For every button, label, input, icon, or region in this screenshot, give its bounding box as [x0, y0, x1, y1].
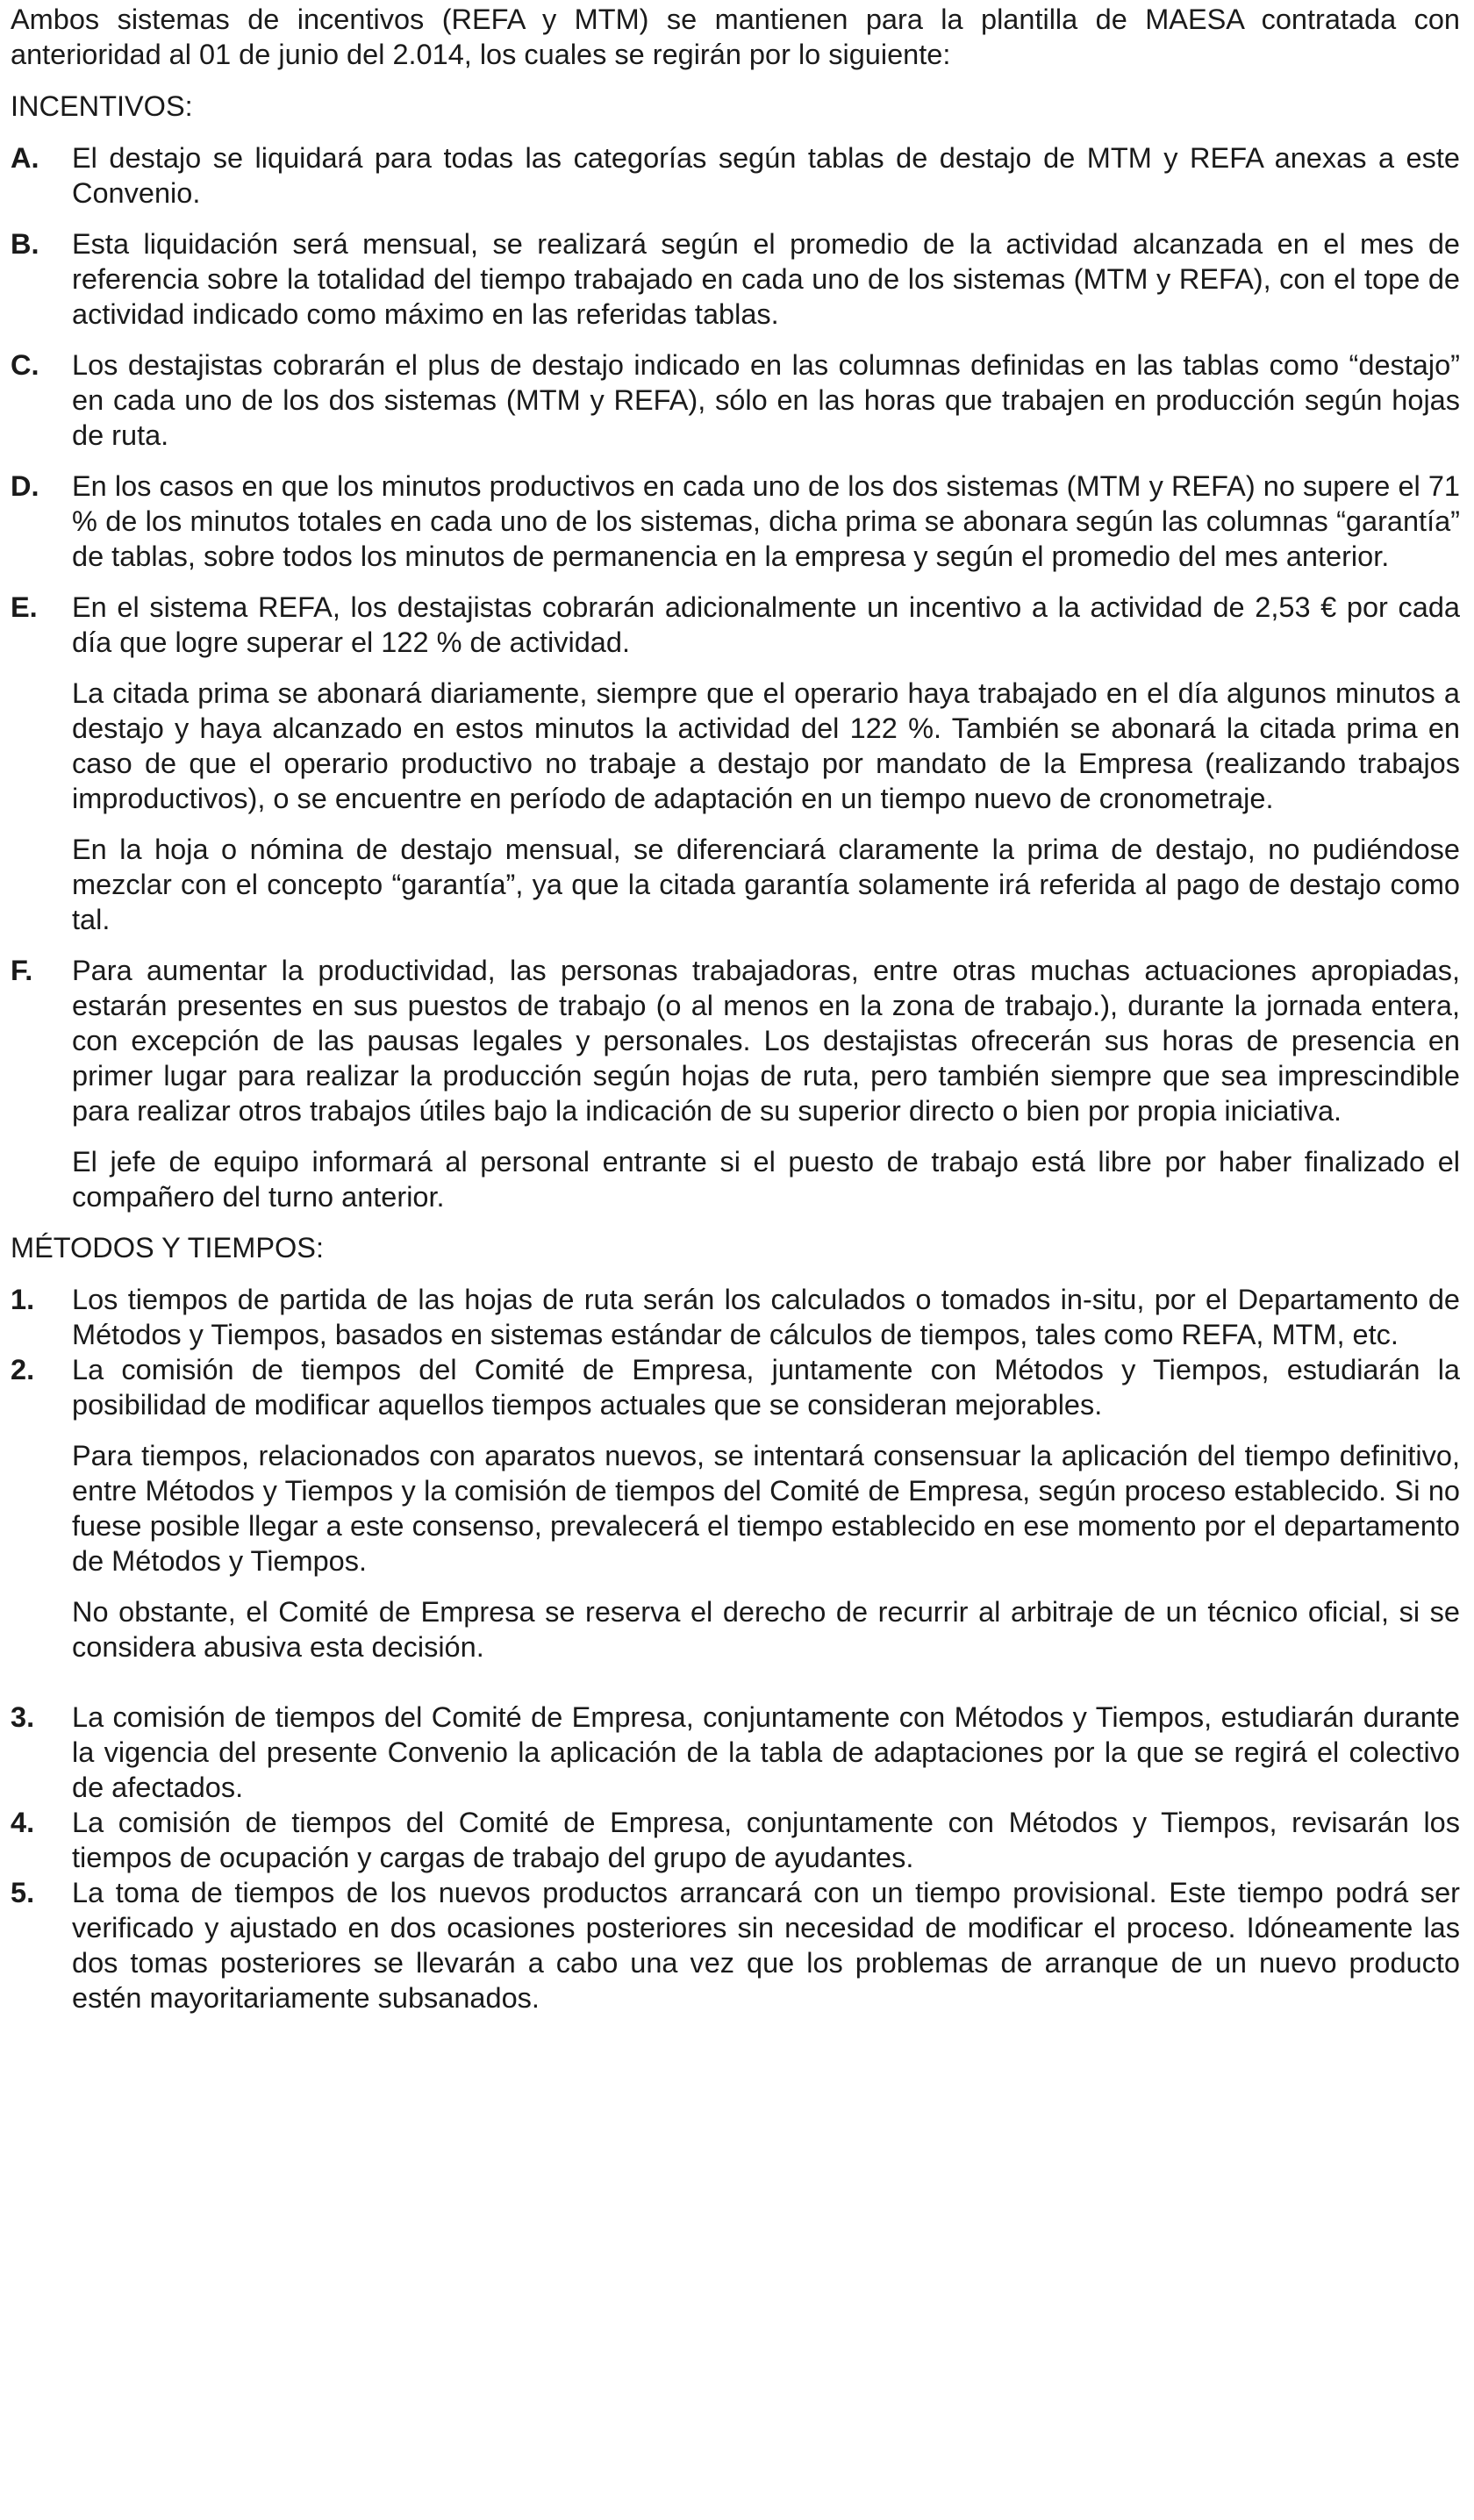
list-marker: D. [11, 470, 39, 502]
list-marker: F. [11, 955, 33, 986]
list-item-text: La comisión de tiempos del Comité de Empresa, juntamente con Métodos y Tiempos, estudiarán la posibilidad de modificar aquellos tiempos actuales que se consideran mejorables. [72, 1354, 1460, 1421]
list-marker: C. [11, 349, 39, 381]
list-marker: 3. [11, 1701, 35, 1733]
list-item-e [11, 590, 1460, 660]
document-page [11, 2, 1460, 2015]
list-marker: B. [11, 228, 39, 260]
list-item-a [11, 140, 1460, 211]
list-item-4 [11, 1805, 1460, 1875]
section-heading-incentivos: INCENTIVOS: [11, 90, 193, 122]
list-marker: 5. [11, 1877, 35, 1908]
section-heading-metodos: MÉTODOS Y TIEMPOS: [11, 1232, 324, 1264]
list-item-text: Los tiempos de partida de las hojas de ruta serán los calculados o tomados in-situ, por el Departamento de Métodos y Tiempos, basados en sistemas estándar de cálculos de tiempos, tales como REFA, MTM, etc. [72, 1284, 1460, 1350]
list-item-b [11, 226, 1460, 332]
list-marker: E. [11, 591, 38, 623]
list-item-e-paragraph-2: En la hoja o nómina de destajo mensual, se diferenciará claramente la prima de destajo, no pudiéndose mezclar con el concepto “garantía”, ya que la citada garantía solamente irá referida al pago de destajo como tal. [72, 834, 1460, 935]
list-item-d [11, 469, 1460, 574]
list-item-5 [11, 1875, 1460, 2015]
intro-paragraph: Ambos sistemas de incentivos (REFA y MTM) se mantienen para la plantilla de MAESA contratada con anterioridad al 01 de junio del 2.014, los cuales se regirán por lo siguiente: [11, 4, 1460, 70]
list-item-text: El destajo se liquidará para todas las categorías según tablas de destajo de MTM y REFA anexas a este Convenio. [72, 142, 1460, 209]
list-item-c [11, 347, 1460, 453]
list-item-text: En los casos en que los minutos productivos en cada uno de los dos sistemas (MTM y REFA) no supere el 71 % de los minutos totales en cada uno de los sistemas, dicha prima se abonara según las columnas “garantía” de tablas, sobre todos los minutos de permanencia en la empresa y según el promedio del mes anterior. [72, 470, 1460, 572]
list-item-e-paragraph-1: La citada prima se abonará diariamente, siempre que el operario haya trabajado en el día algunos minutos a destajo y haya alcanzado en estos minutos la actividad del 122 %. También se abonará la citada prima en caso de que el operario productivo no trabaje a destajo por mandato de la Empresa (realizando trabajos improductivos), o se encuentre en período de adaptación en un tiempo nuevo de cronometraje. [72, 677, 1460, 814]
list-item-1 [11, 1282, 1460, 1352]
list-item-3 [11, 1700, 1460, 1805]
list-item-f-paragraph-1: El jefe de equipo informará al personal entrante si el puesto de trabajo está libre por haber finalizado el compañero del turno anterior. [72, 1146, 1460, 1213]
list-item-2-paragraph-1: Para tiempos, relacionados con aparatos nuevos, se intentará consensuar la aplicación del tiempo definitivo, entre Métodos y Tiempos y la comisión de tiempos del Comité de Empresa, según proceso establecido. Si no fuese posible llegar a este consenso, prevalecerá el tiempo establecido en ese momento por el departamento de Métodos y Tiempos. [72, 1440, 1460, 1577]
list-marker: 4. [11, 1807, 35, 1838]
list-item-text: En el sistema REFA, los destajistas cobrarán adicionalmente un incentivo a la actividad de 2,53 € por cada día que logre superar el 122 % de actividad. [72, 591, 1460, 658]
list-item-text: Para aumentar la productividad, las personas trabajadoras, entre otras muchas actuaciones apropiadas, estarán presentes en sus puestos de trabajo (o al menos en la zona de trabajo.), durante la jornada entera, con excepción de las pausas legales y personales. Los destajistas ofrecerán sus horas de presencia en primer lugar para realizar la producción según hojas de ruta, pero también siempre que sea imprescindible para realizar otros trabajos útiles bajo la indicación de su superior directo o bien por propia iniciativa. [72, 955, 1460, 1127]
list-item-text: Los destajistas cobrarán el plus de destajo indicado en las columnas definidas en las tablas como “destajo” en cada uno de los dos sistemas (MTM y REFA), sólo en las horas que trabajen en producción según hojas de ruta. [72, 349, 1460, 451]
list-item-text: La comisión de tiempos del Comité de Empresa, conjuntamente con Métodos y Tiempos, revisarán los tiempos de ocupación y cargas de trabajo del grupo de ayudantes. [72, 1807, 1460, 1873]
list-item-text: La comisión de tiempos del Comité de Empresa, conjuntamente con Métodos y Tiempos, estudiarán durante la vigencia del presente Convenio la aplicación de la tabla de adaptaciones por la que se regirá el colectivo de afectados. [72, 1701, 1460, 1803]
list-marker: A. [11, 142, 39, 174]
list-item-f [11, 953, 1460, 1128]
list-item-text: La toma de tiempos de los nuevos productos arrancará con un tiempo provisional. Este tiempo podrá ser verificado y ajustado en dos ocasiones posteriores sin necesidad de modificar el proceso. Idóneamente las dos tomas posteriores se llevarán a cabo una vez que los problemas de arranque de un nuevo producto estén mayoritariamente subsanados. [72, 1877, 1460, 2014]
list-marker: 2. [11, 1354, 35, 1385]
list-item-text: Esta liquidación será mensual, se realizará según el promedio de la actividad alcanzada en el mes de referencia sobre la totalidad del tiempo trabajado en cada uno de los sistemas (MTM y REFA), con el tope de actividad indicado como máximo en las referidas tablas. [72, 228, 1460, 330]
list-marker: 1. [11, 1284, 35, 1315]
list-item-2 [11, 1352, 1460, 1422]
list-item-2-paragraph-2: No obstante, el Comité de Empresa se reserva el derecho de recurrir al arbitraje de un técnico oficial, si se considera abusiva esta decisión. [72, 1596, 1460, 1663]
